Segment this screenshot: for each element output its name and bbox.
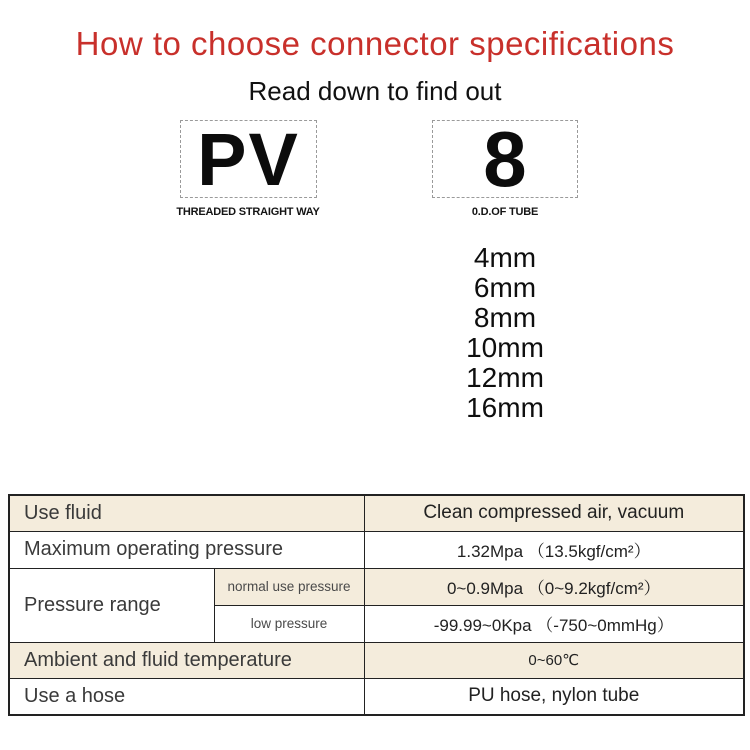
spec-row-label: Ambient and fluid temperature	[9, 642, 364, 678]
spec-row-label: Use fluid	[9, 495, 364, 531]
spec-table	[8, 494, 745, 716]
spec-subrow-value: 0~0.9Mpa （0~9.2kgf/cm²）	[364, 568, 744, 605]
table-row	[9, 531, 744, 568]
model-code-caption: THREADED STRAIGHT WAY	[176, 206, 320, 218]
spec-subrow-label: normal use pressure	[214, 568, 364, 605]
spec-row-label: Maximum operating pressure	[9, 531, 364, 568]
tube-size-option: 8mm	[473, 302, 537, 333]
table-row	[9, 642, 744, 678]
tube-size-box	[432, 114, 578, 203]
spec-row-label: Use a hose	[9, 678, 364, 715]
tube-size-option: 16mm	[466, 392, 544, 423]
instruction-subtitle: Read down to find out	[248, 76, 502, 106]
spec-row-value: PU hose, nylon tube	[364, 678, 744, 715]
spec-row-label: Pressure range	[9, 568, 214, 642]
table-row	[9, 495, 744, 531]
tube-size-option: 12mm	[466, 362, 544, 393]
tube-size-option: 4mm	[473, 242, 537, 273]
page-title: How to choose connector specifications	[75, 25, 675, 62]
spec-row-value: 0~60℃	[364, 642, 744, 678]
spec-row-value: Clean compressed air, vacuum	[364, 495, 744, 531]
table-row	[9, 678, 744, 715]
spec-row-value: 1.32Mpa （13.5kgf/cm²）	[364, 531, 744, 568]
spec-subrow-value: -99.99~0Kpa （-750~0mmHg）	[364, 605, 744, 642]
tube-size-option: 6mm	[473, 272, 537, 303]
tube-size-list	[330, 243, 680, 423]
table-row	[9, 568, 744, 605]
tube-size-code: 8	[483, 114, 527, 203]
spec-subrow-label: low pressure	[214, 605, 364, 642]
tube-size-option: 10mm	[466, 332, 544, 363]
model-code-box	[180, 117, 317, 201]
model-code: PV	[197, 117, 300, 201]
tube-od-caption: 0.D.OF TUBE	[471, 206, 539, 218]
